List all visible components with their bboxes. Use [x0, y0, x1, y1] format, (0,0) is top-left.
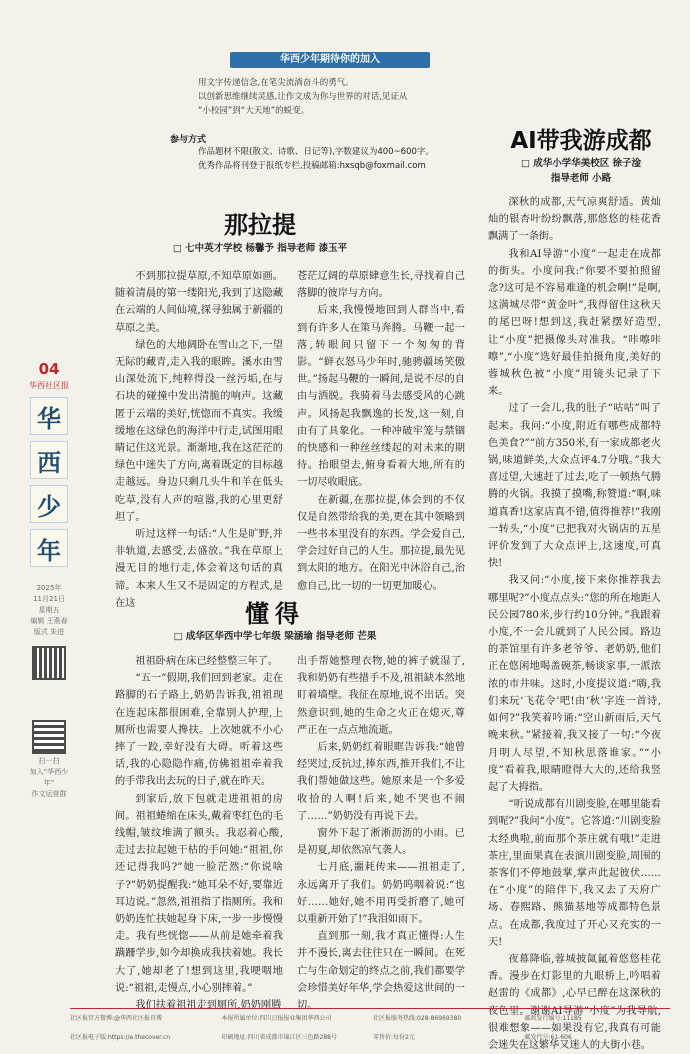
- paragraph: 我和AI导游“小度”一起走在成都的街头。小度问我:“你要不要拍照留念?这可是不容易难逢的机会啊!”是啊,这满城尽带“黄金叶”,我得留住这秋天的尾巴呀!想到这,我赶紧摆好造型,让“小度”把摄像头对准我。“咔嚓咔嚓”,“小度”选好最佳拍摄角度,美好的蓉城秋色被“小度”用镜头记录了下来。: [488, 248, 661, 398]
- paragraph: 七月底,噩耗传来——祖祖走了,永远离开了我们。奶奶呜咽着说:“也好……她好,她不用再受折磨了,她可以重新开始了!”我泪如雨下。: [297, 862, 465, 926]
- method-line-1: 作品题材不限(散文、诗歌、日记等),字数建议为400~600字。: [198, 147, 434, 157]
- footer: [70, 1008, 670, 1047]
- footer-unit: 本报所属单位:四川日报报业集团华西公司: [221, 1015, 332, 1022]
- method-title: 参与方式: [170, 135, 207, 145]
- masthead: [28, 360, 70, 800]
- paragraph: 不到那拉提草原,不知草原如画。随着清晨的第一缕阳光,我到了这隐藏在云端的人间仙境,探寻独属于新疆的草原之美。: [115, 271, 283, 334]
- paragraph: 我又问:“小度,接下来你推荐我去哪里呢?”小度点点头:“您的所在地距人民公园780米,步行约10分钟。”我跟着小度,不一会儿就到了人民公园。路边的茶馆里有许多老爷爷、老奶奶,他们正在悠闲地喝盖碗茶,畅谈家事,一派浓浓的市井味。这时,小度提议道:“嗨,我们来玩‘飞花令’吧!由‘秋’字连一首诗,如何?”我笑着吟诵:“空山新雨后,天气晚来秋。”紧接着,我又接了一句:“今夜月明人尽望,不知秋思落谁家。”“小度”看着我,眼睛瞪得大大的,还给我竖起了大拇指。: [488, 575, 661, 793]
- article-byline-nalati: □ 七中英才学校 杨馨予 指导老师 漆玉平: [172, 243, 348, 254]
- masthead-char-4: 年: [30, 529, 68, 567]
- paragraph: 到家后,放下包就走进祖祖的房间。祖祖蜷缩在床头,戴着枣红色的毛线帽,皱纹堆满了额头。我忍着心酸,走过去拉起她干枯的手问她:“祖祖,你还记得我吗?”她一脸茫然:“你说啥子?”奶奶提醒我:“她耳朵不好,要靠近耳边说。”忽然,祖祖指了指厕所。我和奶奶连忙扶她起身下床,一步一步慢慢走。我有些恍惚——从前是她牵着我蹒跚学步,如今却换成我扶着她。我长大了,她却老了!想到这里,我哽咽地说:“祖祖,走慢点,小心别摔着。”: [115, 793, 283, 994]
- article-byline-ai-1: □ 成华小学华美校区 徐子淦: [520, 158, 642, 169]
- paragraph: “五一”假期,我们回到老家。走在路脚的石子路上,奶奶告诉我,祖祖现在连起床都很困难,全靠别人护理,上厕所也需要人搀扶。上次她就不小心摔了一跤,幸好没有大碍。听着这些话,我的心隐隐作痛,仿佛祖祖牵着我的手带我出去玩的日子,就在昨天。: [115, 673, 283, 788]
- masthead-char-2: 西: [30, 441, 68, 479]
- notice-line-1: 用文字传递信念,在笔尖流淌奋斗的勇气。: [198, 78, 354, 88]
- footer-hotline: 社区报服务热线:028-86969380: [373, 1015, 462, 1022]
- issue-year: 2025年: [36, 584, 62, 592]
- article-byline-dongde: □ 成华区华西中学七年级 梁涵瑜 指导老师 芒果: [173, 631, 377, 642]
- paragraph: 夜幕降临,蓉城披氤氲着悠悠桂花香。漫步在灯影里的九眼桥上,吟唱着赵雷的《成都》,心早已醉在这深秋的夜色里。谢谢AI导游“小度”为我导航,很难想象——如果没有它,我真有可能会迷失在这繁华又迷人的大街小巷。: [488, 953, 661, 1051]
- paragraph: 窗外下起了淅淅沥沥的小雨。已是初夏,却依然凉气袭人。: [297, 828, 465, 857]
- article-dongde-col2: [297, 653, 465, 1014]
- qr-caption-3: 作文运营群: [31, 790, 67, 798]
- page-number: 04: [38, 360, 60, 378]
- footer-price: 零售价:每份2元: [373, 1034, 415, 1041]
- article-nalati-col1: [115, 268, 283, 612]
- paragraph: 祖祖卧病在床已经整整三年了。: [135, 656, 279, 667]
- paragraph: 直到那一刻,我才真正懂得:人生并不漫长,离去往往只在一瞬间。在死亡与生命划定的终点之前,我们都要学会珍惜美好年华,学会热爱这世间的一切。: [297, 931, 465, 1012]
- section-name: 华西社区报: [29, 381, 69, 390]
- notice-line-2: 以创新思维继续灵感,让作文成为你与世界的对话,见证从: [198, 92, 408, 102]
- paragraph: 后来,奶奶红着眼眶告诉我:“她曾经哭过,反抗过,捧东西,推开我们,不让我们帮她做这些。她原来是一个多爱收拾的人啊!后来,她不哭也不闹了……”奶奶没有再说下去。: [297, 742, 465, 822]
- paragraph: 后来,我慢慢地回到人群当中,看到有许多人在策马奔腾。马鞭一起一落,转眼间只留下一个匆匆的背影。“鲜衣怒马少年时,驰骋疆场笑傲世。”扬起马鞭的一瞬间,是说不尽的自由与洒脱。我骑着马去感受风的心跳声。风扬起我飘逸的长发,这一刻,自由有了具象化。一种冲破牢笼与禁锢的快感和一种丝丝缕起的对未来的期待。抬眼望去,俯身看着大地,所有的一切尽收眼底。: [297, 305, 465, 489]
- submission-notice: [170, 52, 500, 173]
- footer-postcode: 邮政发行编号:11185: [524, 1015, 582, 1022]
- notice-banner: 华西少年期待你的加入: [230, 52, 430, 68]
- qr-caption-2: 加入“华西少年”: [29, 768, 69, 787]
- paragraph: 绿色的大地阔卧在雪山之下,一望无际的藏青,走入我的眼眸。溪水由雪山深处流下,纯粹得没一丝污垢,在与石块的碰撞中发出清脆的响声。这藏匿于云端的美好,恍惚而不真实。我缓缓地在这绿色的海洋中行走,试图用眼睛记住这光景。渐渐地,我在这茫茫的绿色中迷失了方向,离着既定的目标越走越远。身边只剩几头牛和羊在低头吃草,没有人声的喧嚣,我的心里更舒坦了。: [115, 339, 283, 523]
- qr-code-icon[interactable]: [32, 646, 66, 680]
- paragraph: 听过这样一句话:“人生是旷野,并非轨道,去感受,去盛放。”我在草原上漫无目的地行走,体会着这句话的真谛。本来人生又不是固定的方程式,是在这: [115, 529, 283, 609]
- qr-code-icon-2[interactable]: [32, 720, 66, 754]
- footer-weibo: 社区报官方微博:@华西社区报官博: [70, 1015, 163, 1022]
- paragraph: 深秋的成都,天气凉爽舒适。黄灿灿的银杏叶纷纷飘落,那悠悠的桂花香飘满了一条街。: [488, 197, 661, 243]
- method-line-2[interactable]: 优秀作品将刊登于报纸专栏,投稿邮箱:hxsqb@foxmail.com: [198, 161, 426, 171]
- paragraph: “听说成都有川剧变脸,在哪里能看到呢?”我问“小度”。它答道:“川剧变脸太经典啦,前面那个茶庄就有哦!”走进茶庄,里面果真在表演川剧变脸,周围的茶客们不停地鼓掌,掌声此起彼伏……在“小度”的陪伴下,我又去了天府广场、春熙路、熊猫基地等成都特色景点。在成都,我度过了开心又充实的一天!: [488, 799, 661, 948]
- article-nalati-col2: [297, 268, 465, 595]
- paragraph: 过了一会儿,我的肚子“咕咕”叫了起来。我问:“小度,附近有哪些成都特色美食?”“前方350米,有一家成都老火锅,味道鲜美,大众点评4.7分哦。”我大喜过望,大速赶了过去,吃了一顿热气腾腾的火锅。我摸了摸嘴,称赞道:“啊,味道真香!这家店真不错,值得推荐!”我刚一转头,“小度”已把我对火锅店的五星评价发到了大众点评上,这速度,可真快!: [488, 403, 661, 570]
- issue-weekday: 星期五: [38, 606, 60, 614]
- article-dongde-col1: [115, 653, 283, 1014]
- designer-credit: 版式 朱进: [33, 628, 65, 636]
- notice-line-3: “小校园”到“大天地”的蜕变。: [198, 106, 310, 116]
- article-ai-body: [488, 194, 661, 1054]
- footer-address: 印刷地址:四川省成都市锦江区三色路288号: [221, 1034, 337, 1041]
- footer-mailcode: 邮发代号:61-606: [524, 1034, 572, 1041]
- footer-epaper[interactable]: 社区报电子版:https://e.thecover.cn: [70, 1034, 171, 1041]
- article-title-ai: AI带我游成都: [510, 128, 652, 154]
- masthead-char-1: 华: [30, 397, 68, 435]
- paragraph: 在新疆,在那拉提,体会到的不仅仅是自然带给我的美,更在其中领略到一些书本里没有的东西。学会爱自己,学会过好自己的人生。那拉提,最先见到太阳的地方。在阳光中沐浴自己,治愈自己,比一切的一切更加暖心。: [297, 494, 465, 592]
- article-byline-ai-2: 指导老师 小路: [550, 173, 612, 184]
- article-title-dongde: 懂得: [245, 600, 305, 628]
- editor-credit: 编辑 王燕春: [30, 617, 68, 625]
- qr-caption-1: 扫一扫: [38, 757, 60, 765]
- article-title-nalati: 那拉提: [224, 211, 296, 239]
- paragraph: 出手帮她整理衣物,她的裤子就湿了,我和奶奶有些措手不及,祖祖缺本然地盯着墙壁。我征在原地,说不出话。突然意识到,她的生命之火正在熄灭,尊严正在一点点地流逝。: [297, 656, 465, 736]
- masthead-char-3: 少: [30, 485, 68, 523]
- issue-date: 11月21日: [33, 595, 65, 603]
- paragraph: 我们扶着祖祖走到厕所,奶奶刚腾: [135, 1000, 282, 1012]
- paragraph: 苍茫辽阔的草原肆意生长,寻找着自己落脚的彼岸与方向。: [297, 271, 465, 300]
